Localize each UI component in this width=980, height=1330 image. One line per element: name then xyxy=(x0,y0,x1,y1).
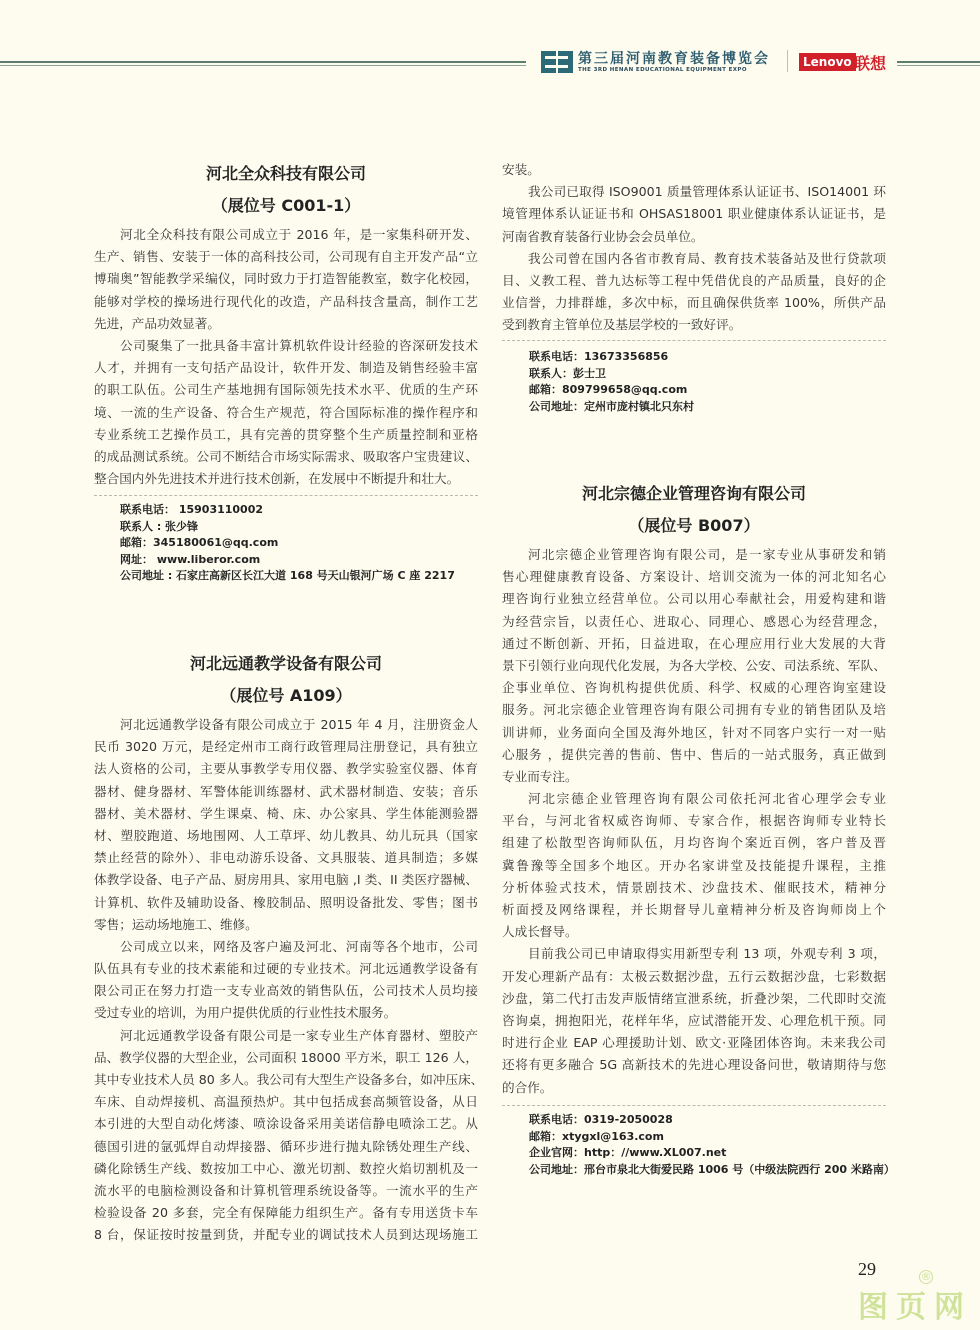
text-line: 咨询桌，拥抱阳光，花样年华，应试潜能开发、心理危机干预。同 xyxy=(502,1012,886,1028)
text-line: 车床、自动焊接机、高温预热炉。其中包括成套高频管设备，从日 xyxy=(94,1094,478,1110)
contact-line: 联系电话：13673356856 xyxy=(529,350,669,363)
text-line: 的合作。 xyxy=(502,1079,553,1095)
text-line: 景下引领行业向现代化发展，为各大学校、公安、司法系统、军队、 xyxy=(502,657,886,673)
lenovo-logo: Lenovo xyxy=(799,53,856,71)
contact-line: 邮箱：345180061@qq.com xyxy=(120,536,279,549)
contact-line: 联系人 : 张少锋 xyxy=(120,519,199,533)
text-line: 生产、销售、安装于一体的高科技公司，公司现有自主开发产品“立 xyxy=(94,249,478,265)
contact-info xyxy=(529,1112,895,1178)
text-line: 服务。河北宗德企业管理咨询有限公司拥有专业的销售团队及培 xyxy=(502,702,886,718)
text-line: 受到教育主管单位及基层学校的一致好评。 xyxy=(502,317,742,333)
company-name: 河北宗德企业管理咨询有限公司 xyxy=(581,484,806,503)
paragraph xyxy=(94,224,478,335)
text-line: 品、教学仪器的大型企业，公司面积 18000 平方米，职工 126 人， xyxy=(94,1049,478,1065)
contact-line: 网址： www.liberor.com xyxy=(120,552,261,566)
text-line: 法人资格的公司，主要从事教学专用仪器、教学实验室仪器、体育 xyxy=(94,761,478,777)
divider xyxy=(94,495,478,496)
text-line: 河北远通教学设备有限公司成立于 2015 年 4 月，注册资金人 xyxy=(120,717,478,732)
text-line: 受过专业的培训，为用户提供优质的行业性技术服务。 xyxy=(94,1005,397,1021)
company-name: 河北远通教学设备有限公司 xyxy=(189,654,382,673)
text-line: 先进，产品功效显著。 xyxy=(94,315,220,331)
watermark-logo: 图页网 xyxy=(858,1290,972,1325)
text-line: 目、义教工程、普九达标等工程中凭借优良的产品质量，良好的企 xyxy=(502,272,886,288)
paragraph xyxy=(502,248,886,337)
text-line: 河北宗德企业管理咨询有限公司依托河北省心理学会专业 xyxy=(528,791,886,807)
contact-line: 联系电话： 15903110002 xyxy=(120,503,264,516)
divider xyxy=(502,340,886,341)
header-divider xyxy=(787,50,788,72)
text-line: 沙盘，第二代打击发声版情绪宣泄系统，折叠沙架，二代即时交流 xyxy=(502,990,886,1006)
contact-line: 邮箱：xtygxl@163.com xyxy=(529,1129,664,1143)
text-line: 能够对学校的操场进行现代化的改造，产品科技含量高，制作工艺 xyxy=(94,293,478,309)
text-line: 境、一流的生产设备、符合生产规范，符合国际标准的操作程序和 xyxy=(94,404,478,420)
text-line: 河南省教育装备行业协会会员单位。 xyxy=(502,228,704,244)
text-line: 磷化除锈生产线、数按加工中心、激光切割、数控火焰切割机及一 xyxy=(94,1160,478,1176)
contact-line: 公司地址：邢台市泉北大街爱民路 1006 号（中级法院西行 200 米路南） xyxy=(529,1162,895,1176)
text-line: 民币 3020 万元，是经定州市工商行政管理局注册登记，具有独立 xyxy=(94,739,478,755)
contact-line: 公司地址 : 石家庄高新区长江大道 168 号天山银河广场 C 座 2217 xyxy=(120,569,455,582)
text-line: 理咨询行业独立经营单位。公司以用心奉献社会，用爱构建和谐 xyxy=(502,591,886,607)
text-line: 流水平的电脑检测设备和计算机管理系统设备等。一流水平的生产 xyxy=(94,1182,478,1198)
expo-name-cn: 第三届河南教育装备博览会 xyxy=(578,51,770,67)
paragraph xyxy=(94,1025,484,1247)
paragraph xyxy=(502,159,886,181)
text-line: 人成长督导。 xyxy=(502,924,578,940)
expo-name-en: THE 3RD HENAN EDUCATIONAL EQUIPMENT EXPO xyxy=(578,67,747,73)
booth-number: （展位号 A109） xyxy=(220,686,352,705)
text-line: 河北全众科技有限公司成立于 2016 年，是一家集科研开发、 xyxy=(120,227,478,242)
text-line: 零售；运动场地施工、维修。 xyxy=(94,916,258,932)
text-line: 人才，并拥有一支句括产品设计，软件开发、制造及销售经验丰富 xyxy=(94,360,478,376)
text-line: 通过不断创新、开拓，日益进取，在心理应用行业大发展的大背 xyxy=(502,635,886,651)
text-line: 材、塑胶跑道、场地围网、人工草坪、幼儿教具、幼儿玩具（国家 xyxy=(94,827,478,843)
text-line: 器材、健身器材、军警体能训练器材、武术器材制造、安装；音乐 xyxy=(94,783,478,799)
registered-mark-icon: ® xyxy=(920,1270,932,1283)
contact-info xyxy=(529,349,694,415)
contact-line: 公司地址：定州市庞村镇北只东村 xyxy=(529,399,694,413)
booth-number: （展位号 C001-1） xyxy=(211,196,361,215)
text-line: 目前我公司已申请取得实用新型专利 13 项，外观专利 3 项， xyxy=(528,946,886,962)
text-line: 分析体验式技术，情景剧技术、沙盘技术、催眠技术，精神分 xyxy=(502,879,886,895)
text-line: 的职工队伍。公司生产基地拥有国际领先技术水平、优质的生产环 xyxy=(94,382,478,398)
divider xyxy=(502,1105,886,1106)
expo-logo-icon xyxy=(541,51,573,73)
text-line: 我公司已取得 ISO9001 质量管理体系认证证书、ISO14001 环 xyxy=(528,184,886,200)
contact-line: 联系电话：0319-2050028 xyxy=(529,1113,673,1126)
lenovo-logo-cn: 联想 xyxy=(854,54,887,73)
contact-line: 企业官网：http：//www.XL007.net xyxy=(529,1146,727,1159)
text-line: 业信誉，力排群雄，多次中标，而且确保供货率 100%，所供产品 xyxy=(502,295,886,311)
text-line: 8 台，保证按时按量到货，并配专业的调试技术人员到达现场施工 xyxy=(94,1227,478,1243)
contact-line: 邮箱：809799658@qq.com xyxy=(529,383,688,396)
text-line: 训讲师，业务面向全国及海外地区，针对不同客户实行一对一贴 xyxy=(502,724,886,740)
company-description xyxy=(502,544,886,1099)
text-line: 整合国内外先进技术并进行技术创新，在发展中不断提升和壮大。 xyxy=(94,471,460,487)
text-line: 限公司正在努力打造一支专业高效的销售队伍，公司技术人员均接 xyxy=(94,983,478,999)
header-rule-right xyxy=(897,61,980,66)
contact-info xyxy=(120,502,455,585)
company-description-continued xyxy=(502,159,886,337)
text-line: 境管理体系认证证书和 OHSAS18001 职业健康体系认证证书，是 xyxy=(502,206,886,222)
text-line: 析面授及网络课程，并长期督导儿童精神分析及咨询师岗上个 xyxy=(502,902,886,917)
contact-line: 联系人：彭士卫 xyxy=(529,366,606,380)
paragraph xyxy=(502,788,886,943)
text-line: 公司聚集了一批具备丰富计算机软件设计经验的咨深研发技术 xyxy=(120,337,478,353)
paragraph xyxy=(94,714,478,936)
text-line: 开发心理新产品有：太极云数据沙盘，五行云数据沙盘，七彩数据 xyxy=(502,968,886,984)
text-line: 检验设备 20 多套，完全有保障能力组织生产。备有专用送货卡车 xyxy=(94,1205,478,1221)
text-line: 时进行企业 EAP 心理援助计划、欧文·亚隆团体咨询。未来我公司 xyxy=(502,1035,886,1051)
text-line: 专业系统工艺操作员工，具有完善的贯穿整个生产质量控制和亚格 xyxy=(94,426,478,442)
text-line: 博瑞奥”智能教学采编仪，同时致力于打造智能教室，数字化校园， xyxy=(94,271,478,287)
paragraph xyxy=(502,943,886,1098)
paragraph xyxy=(94,335,478,490)
text-line: 器材、美术器材、学生课桌、椅、床、办公家具、学生体能测验器 xyxy=(94,805,478,821)
paragraph xyxy=(94,936,478,1025)
text-line: 组建了松散型咨询师队伍，月均咨询个案近百例，客户普及晋 xyxy=(502,835,886,851)
text-line: 禁止经营的除外）、非电动游乐设备、文具服装、道具制造；多媒 xyxy=(94,850,478,866)
header-rule-left xyxy=(0,61,526,66)
booth-number: （展位号 B007） xyxy=(628,516,760,535)
paragraph xyxy=(502,544,886,788)
text-line: 安装。 xyxy=(502,162,540,177)
company-description xyxy=(94,714,484,1247)
text-line: 其中专业技术人员 80 多人。我公司有大型生产设备多台，如冲压床、 xyxy=(94,1072,484,1087)
company-description xyxy=(94,224,478,490)
text-line: 德国引进的氩弧焊自动焊接器、循环步进行抛丸除锈处理生产线、 xyxy=(94,1138,478,1154)
page-number: 29 xyxy=(858,1259,876,1279)
text-line: 心服务 ，提供完善的售前、售中、售后的一站式服务，真正做到 xyxy=(502,746,886,762)
text-line: 体教学设备、电子产品、厨房用具、家用电脑 ,I 类、II 类医疗器械、 xyxy=(94,872,478,888)
text-line: 队伍具有专业的技术素能和过硬的专业技术。河北远通教学设备有 xyxy=(94,961,478,977)
text-line: 公司成立以来，网络及客户遍及河北、河南等各个地市，公司 xyxy=(120,938,478,954)
text-line: 冀鲁豫等全国多个地区。开办名家讲堂及技能提升课程，主推 xyxy=(502,857,886,873)
paragraph xyxy=(502,181,886,248)
text-line: 专业而专注。 xyxy=(502,768,578,784)
text-line: 售心理健康教育设备、方案设计、培训交流为一体的河北知名心 xyxy=(502,569,886,585)
text-line: 本引进的大型自动化烤漆、喷涂设备采用美诺信静电喷涂工艺。从 xyxy=(94,1116,478,1132)
text-line: 企事业单位、咨询机构提供优质、科学、权威的心理咨询室建设 xyxy=(502,680,886,696)
text-line: 河北远通教学设备有限公司是一家专业生产体育器材、塑胶产 xyxy=(120,1027,478,1043)
text-line: 平台，与河北省权威咨询师、专家合作，根据咨询师专业特长 xyxy=(502,813,886,829)
text-line: 还将有更多融合 5G 高新技术的先进心理设备问世，敬请期待与您 xyxy=(502,1057,886,1073)
text-line: 我公司曾在国内各省市教育局、教育技术装备站及世行贷款项 xyxy=(528,250,886,266)
company-name: 河北全众科技有限公司 xyxy=(205,164,366,183)
text-line: 为经营宗旨，以责任心、进取心、同理心、感恩心为经营理念， xyxy=(502,613,886,629)
text-line: 计算机、软件及辅助设备、橡胶制品、照明设备批发、零售；图书 xyxy=(94,894,478,910)
text-line: 河北宗德企业管理咨询有限公司，是一家专业从事研发和销 xyxy=(528,547,886,562)
text-line: 的成品测试系统。公司不断结合市场实际需求、吸取客户宝贵建议、 xyxy=(94,448,478,464)
